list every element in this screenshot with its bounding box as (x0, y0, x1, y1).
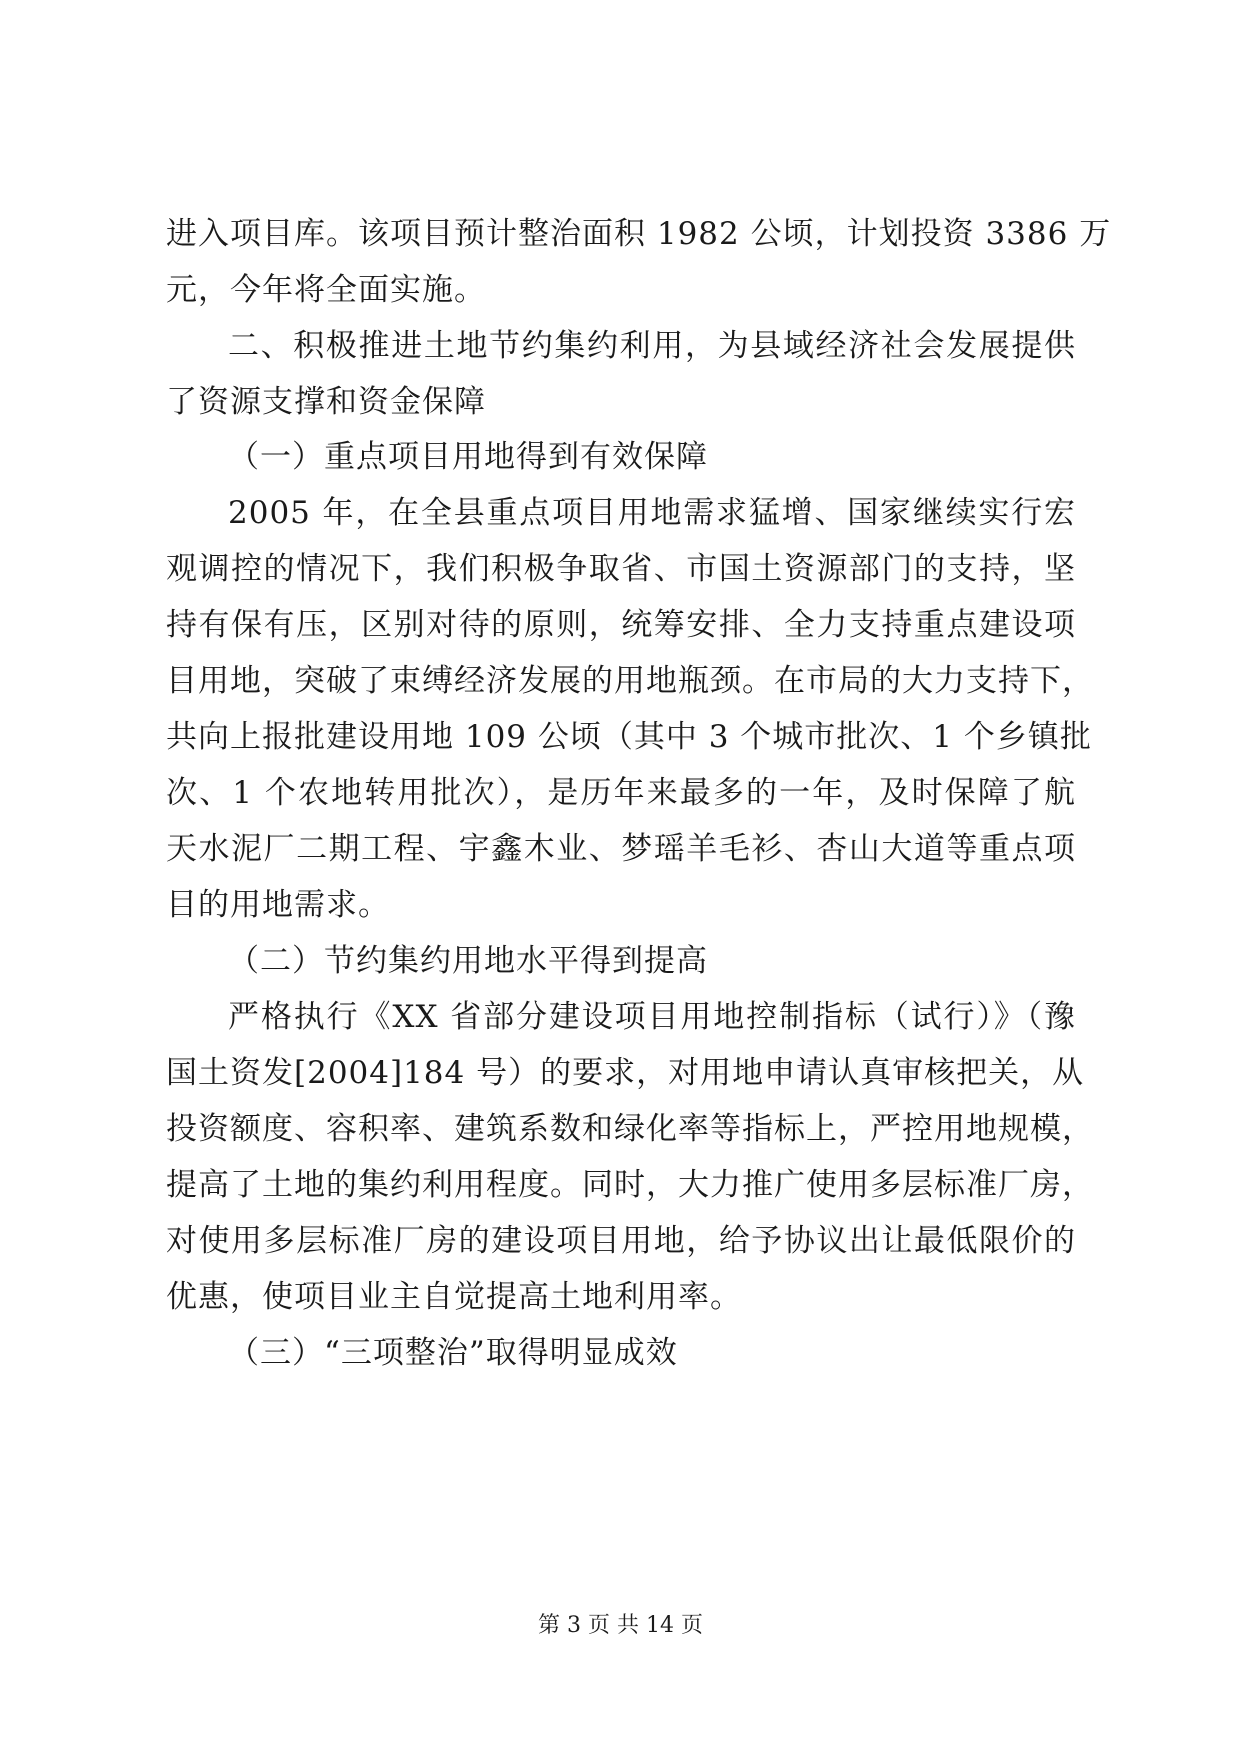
text-line-8: 持有保有压，区别对待的原则，统筹安排、全力支持重点建设项 (166, 607, 1076, 643)
text-line-1: 进入项目库。该项目预计整治面积 1982 公顷，计划投资 3386 万 (166, 216, 1112, 252)
text-line-20: 优惠，使项目业主自觉提高土地利用率。 (166, 1279, 742, 1315)
page-footer (0, 1612, 1241, 1640)
text-line-19: 对使用多层标准厂房的建设项目用地，给予协议出让最低限价的 (166, 1223, 1076, 1259)
text-line-11: 次、1 个农地转用批次），是历年来最多的一年，及时保障了航 (166, 775, 1076, 811)
section-heading-2-cont: 了资源支撑和资金保障 (166, 384, 486, 420)
text-line-2: 元，今年将全面实施。 (166, 272, 486, 308)
text-line-17: 投资额度、容积率、建筑系数和绿化率等指标上，严控用地规模， (166, 1111, 1094, 1147)
text-line-7: 观调控的情况下，我们积极争取省、市国土资源部门的支持，坚 (166, 551, 1076, 587)
section-heading-2: 二、积极推进土地节约集约利用，为县域经济社会发展提供 (228, 328, 1076, 364)
text-line-18: 提高了土地的集约利用程度。同时，大力推广使用多层标准厂房， (166, 1167, 1094, 1203)
text-line-9: 目用地，突破了束缚经济发展的用地瓶颈。在市局的大力支持下， (166, 663, 1094, 699)
text-line-16: 国土资发[2004]184 号）的要求，对用地申请认真审核把关，从 (166, 1055, 1085, 1091)
text-line-6: 2005 年，在全县重点项目用地需求猛增、国家继续实行宏 (228, 495, 1076, 531)
text-line-13: 目的用地需求。 (166, 887, 390, 923)
text-line-12: 天水泥厂二期工程、宇鑫木业、梦瑶羊毛衫、杏山大道等重点项 (166, 831, 1076, 867)
text-line-10: 共向上报批建设用地 109 公顷（其中 3 个城市批次、1 个乡镇批 (166, 719, 1092, 755)
text-line-15: 严格执行《XX 省部分建设项目用地控制指标（试行）》（豫 (228, 999, 1076, 1035)
subheading-1: （一）重点项目用地得到有效保障 (228, 439, 708, 475)
page-number: 第 3 页 共 14 页 (538, 1613, 703, 1638)
subheading-2: （二）节约集约用地水平得到提高 (228, 943, 708, 979)
subheading-3: （三）“三项整治”取得明显成效 (228, 1335, 678, 1371)
